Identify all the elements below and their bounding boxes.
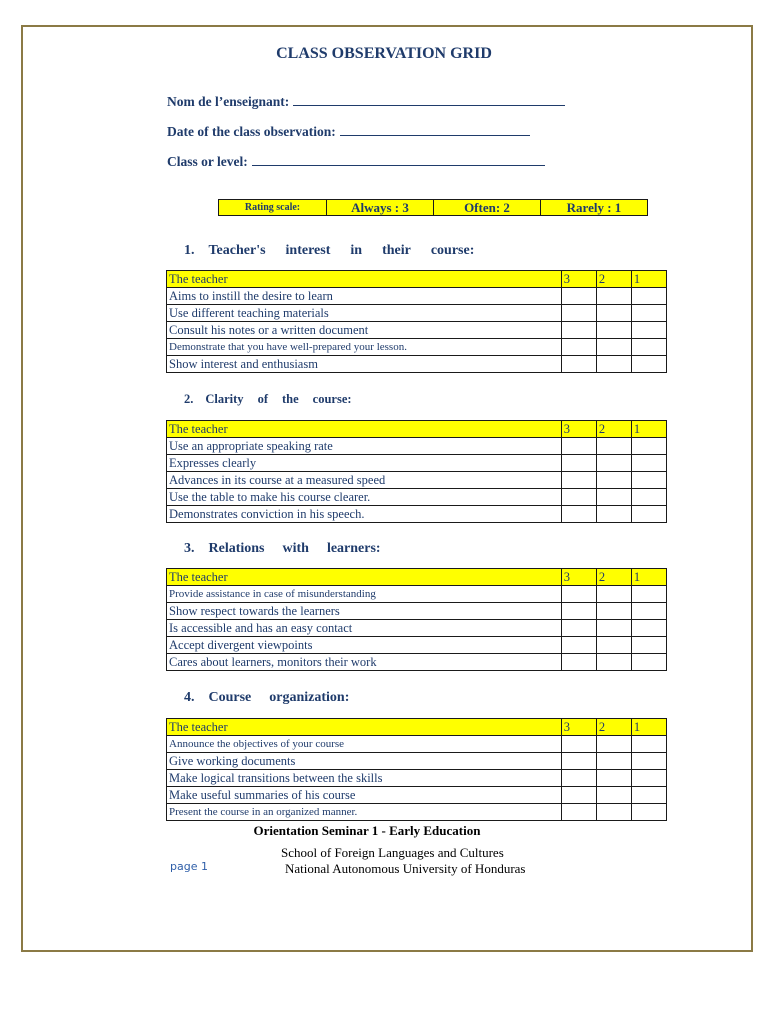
rating-cell-3[interactable] [561, 489, 596, 506]
table-row: Provide assistance in case of misunderstanding [167, 586, 667, 603]
table-row: Demonstrates conviction in his speech. [167, 506, 667, 523]
rating-cell-1[interactable] [631, 753, 666, 770]
table-row: Present the course in an organized manner. [167, 804, 667, 821]
observation-date-label: Date of the class observation: [167, 124, 336, 139]
footer-seminar: Orientation Seminar 1 - Early Education [253, 823, 481, 838]
rating-cell-3[interactable] [561, 356, 596, 373]
observation-date-line[interactable] [340, 123, 530, 136]
observation-table-4 [166, 718, 667, 821]
rating-cell-2[interactable] [596, 356, 631, 373]
rating-cell-2[interactable] [596, 305, 631, 322]
rating-cell-2[interactable] [596, 438, 631, 455]
table-row: Use an appropriate speaking rate [167, 438, 667, 455]
rating-cell-1[interactable] [631, 586, 666, 603]
rating-cell-1[interactable] [631, 356, 666, 373]
rating-cell-1[interactable] [631, 489, 666, 506]
section-heading-1: 1. Teacher's interest in their course: [184, 243, 475, 258]
section-heading-4: 4. Course organization: [184, 690, 350, 705]
table-row: Demonstrate that you have well-prepared your lesson. [167, 339, 667, 356]
rating-cell-3[interactable] [561, 620, 596, 637]
rating-always: Always : 3 [327, 200, 434, 215]
rating-cell-3[interactable] [561, 637, 596, 654]
table-row: Is accessible and has an easy contact [167, 620, 667, 637]
rating-cell-3[interactable] [561, 288, 596, 305]
table-header-row: The teacher 3 2 1 [167, 569, 667, 586]
rating-cell-2[interactable] [596, 753, 631, 770]
rating-cell-2[interactable] [596, 506, 631, 523]
rating-cell-1[interactable] [631, 654, 666, 671]
rating-cell-3[interactable] [561, 654, 596, 671]
rating-cell-1[interactable] [631, 305, 666, 322]
rating-cell-1[interactable] [631, 770, 666, 787]
rating-cell-3[interactable] [561, 339, 596, 356]
observation-date-field [167, 123, 530, 140]
table-header-row: The teacher 3 2 1 [167, 421, 667, 438]
rating-cell-2[interactable] [596, 489, 631, 506]
table-row: Consult his notes or a written document [167, 322, 667, 339]
rating-cell-2[interactable] [596, 586, 631, 603]
rating-cell-2[interactable] [596, 603, 631, 620]
table-row: Use different teaching materials [167, 305, 667, 322]
rating-cell-3[interactable] [561, 770, 596, 787]
rating-cell-3[interactable] [561, 472, 596, 489]
rating-cell-1[interactable] [631, 438, 666, 455]
rating-scale-label: Rating scale: [219, 200, 327, 215]
rating-cell-2[interactable] [596, 804, 631, 821]
table-row: Make useful summaries of his course [167, 787, 667, 804]
footer-university: National Autonomous University of Honduras [285, 861, 526, 876]
rating-cell-2[interactable] [596, 770, 631, 787]
rating-cell-3[interactable] [561, 322, 596, 339]
observation-table-2 [166, 420, 667, 523]
rating-rarely: Rarely : 1 [566, 199, 622, 215]
teacher-name-label: Nom de l’enseignant: [167, 94, 290, 109]
rating-cell-3[interactable] [561, 586, 596, 603]
rating-cell-3[interactable] [561, 736, 596, 753]
rating-cell-1[interactable] [631, 620, 666, 637]
table-row: Show respect towards the learners [167, 603, 667, 620]
rating-cell-1[interactable] [631, 506, 666, 523]
rating-cell-2[interactable] [596, 620, 631, 637]
page-number: page 1 [170, 860, 208, 873]
rating-cell-3[interactable] [561, 753, 596, 770]
rating-cell-2[interactable] [596, 654, 631, 671]
rating-cell-3[interactable] [561, 455, 596, 472]
rating-cell-1[interactable] [631, 804, 666, 821]
observation-table-3 [166, 568, 667, 671]
table-row: Advances in its course at a measured speed [167, 472, 667, 489]
rating-cell-3[interactable] [561, 506, 596, 523]
rating-cell-2[interactable] [596, 787, 631, 804]
rating-cell-2[interactable] [596, 637, 631, 654]
table-header-row: The teacher 3 2 1 [167, 271, 667, 288]
table-row: Make logical transitions between the skills [167, 770, 667, 787]
rating-cell-1[interactable] [631, 736, 666, 753]
rating-cell-3[interactable] [561, 305, 596, 322]
rating-cell-2[interactable] [596, 472, 631, 489]
table-row: Give working documents [167, 753, 667, 770]
rating-cell-1[interactable] [631, 322, 666, 339]
table-row: Cares about learners, monitors their work [167, 654, 667, 671]
class-level-label: Class or level: [167, 154, 248, 169]
rating-cell-2[interactable] [596, 455, 631, 472]
rating-cell-3[interactable] [561, 603, 596, 620]
rating-cell-2[interactable] [596, 736, 631, 753]
rating-cell-1[interactable] [631, 339, 666, 356]
rating-cell-2[interactable] [596, 322, 631, 339]
section-heading-3: 3. Relations with learners: [184, 541, 381, 556]
rating-cell-3[interactable] [561, 438, 596, 455]
class-level-field [167, 153, 545, 170]
rating-cell-1[interactable] [631, 455, 666, 472]
rating-scale [218, 199, 648, 216]
class-level-line[interactable] [252, 153, 545, 166]
rating-cell-3[interactable] [561, 787, 596, 804]
rating-cell-2[interactable] [596, 288, 631, 305]
rating-cell-1[interactable] [631, 637, 666, 654]
observation-table-1 [166, 270, 667, 373]
footer-school: School of Foreign Languages and Cultures [281, 845, 504, 860]
rating-often: Often: 2 [434, 200, 541, 215]
teacher-name-line[interactable] [293, 93, 565, 106]
table-row: Expresses clearly [167, 455, 667, 472]
table-row: Show interest and enthusiasm [167, 356, 667, 373]
teacher-name-field [167, 93, 565, 110]
rating-cell-3[interactable] [561, 804, 596, 821]
rating-cell-1[interactable] [631, 787, 666, 804]
rating-cell-1[interactable] [631, 288, 666, 305]
table-row: Announce the objectives of your course [167, 736, 667, 753]
table-row: Use the table to make his course clearer. [167, 489, 667, 506]
section-heading-2: 2. Clarity of the course: [184, 392, 352, 406]
rating-cell-2[interactable] [596, 339, 631, 356]
rating-cell-1[interactable] [631, 603, 666, 620]
table-row: Aims to instill the desire to learn [167, 288, 667, 305]
table-header-row: The teacher 3 2 1 [167, 719, 667, 736]
table-row: Accept divergent viewpoints [167, 637, 667, 654]
rating-cell-1[interactable] [631, 472, 666, 489]
page-title: CLASS OBSERVATION GRID [276, 45, 492, 62]
